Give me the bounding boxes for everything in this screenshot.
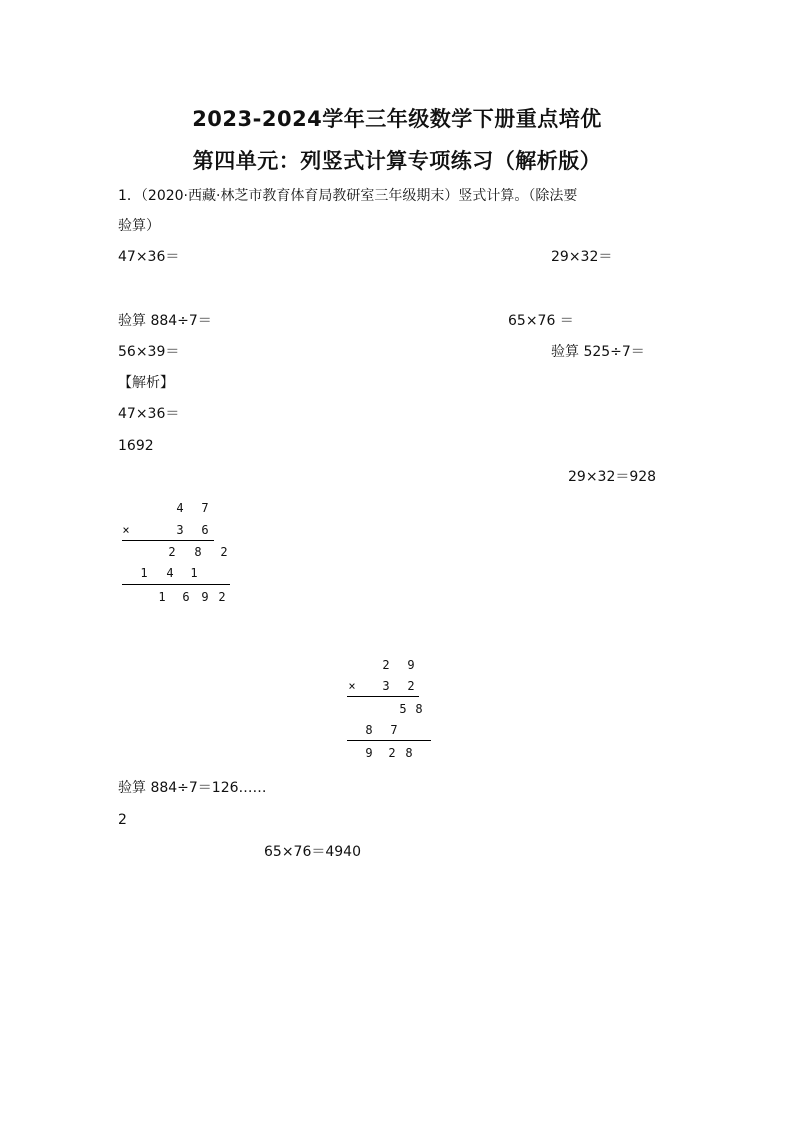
vc2-result-digit: 8 bbox=[405, 746, 413, 760]
vc1-partial2-digit: 4 bbox=[166, 566, 174, 580]
vc2-rule-2 bbox=[347, 740, 431, 741]
vc1-multiplier-digit: 3 bbox=[176, 523, 184, 537]
document-subtitle: 第四单元：列竖式计算专项练习（解析版） bbox=[192, 149, 602, 173]
question-item-c: 验算 884÷7＝ bbox=[118, 313, 212, 329]
question-item-d: 65×76 ＝ bbox=[508, 313, 574, 329]
vc2-partial1-digit: 8 bbox=[415, 702, 423, 716]
vc1-partial1-digit: 2 bbox=[168, 545, 176, 559]
vc1-result-digit: 2 bbox=[218, 590, 226, 604]
vc2-partial1-digit: 5 bbox=[399, 702, 407, 716]
vc1-result-digit: 9 bbox=[201, 590, 209, 604]
question-item-e: 56×39＝ bbox=[118, 344, 180, 360]
vc1-rule-1 bbox=[122, 540, 214, 541]
vc2-top-digit: 9 bbox=[407, 658, 415, 672]
vertical-calculation-29x32 bbox=[344, 655, 444, 765]
vc2-top-digit: 2 bbox=[382, 658, 390, 672]
vc1-partial1-digit: 2 bbox=[220, 545, 228, 559]
vc2-partial2-digit: 8 bbox=[365, 723, 373, 737]
vc2-result-digit: 9 bbox=[365, 746, 373, 760]
question-item-b: 29×32＝ bbox=[551, 249, 613, 265]
vertical-calculation-47x36 bbox=[118, 498, 238, 608]
solution-d-answer: 65×76＝4940 bbox=[264, 844, 361, 860]
solution-b-answer: 29×32＝928 bbox=[568, 469, 657, 485]
vc1-result-digit: 6 bbox=[182, 590, 190, 604]
vc1-result-digit: 1 bbox=[158, 590, 166, 604]
solution-a-result: 1692 bbox=[118, 438, 154, 454]
question-item-a: 47×36＝ bbox=[118, 249, 180, 265]
solution-c-remainder: 2 bbox=[118, 812, 127, 828]
solution-header: 【解析】 bbox=[118, 375, 174, 391]
vc1-top-digit: 4 bbox=[176, 501, 184, 515]
solution-c-answer: 验算 884÷7＝126…… bbox=[118, 780, 267, 796]
vc1-partial2-digit: 1 bbox=[190, 566, 198, 580]
vc1-multiplier-digit: 6 bbox=[201, 523, 209, 537]
vc1-top-digit: 7 bbox=[201, 501, 209, 515]
vc2-partial2-digit: 7 bbox=[390, 723, 398, 737]
vc2-rule-1 bbox=[347, 696, 419, 697]
question-text-line2: 验算） bbox=[118, 218, 160, 234]
question-text-line1: 1．（2020·西藏·林芝市教育体育局教研室三年级期末）竖式计算。（除法要 bbox=[118, 188, 578, 204]
document-title: 2023-2024学年三年级数学下册重点培优 bbox=[192, 107, 602, 131]
question-item-f: 验算 525÷7＝ bbox=[551, 344, 645, 360]
vc1-partial1-digit: 8 bbox=[194, 545, 202, 559]
vc1-rule-2 bbox=[122, 584, 230, 585]
vc2-multiplier-digit: 2 bbox=[407, 679, 415, 693]
vc2-times-sign: × bbox=[348, 679, 356, 693]
vc2-result-digit: 2 bbox=[388, 746, 396, 760]
solution-a-expression: 47×36＝ bbox=[118, 406, 180, 422]
vc1-partial2-digit: 1 bbox=[140, 566, 148, 580]
vc2-multiplier-digit: 3 bbox=[382, 679, 390, 693]
vc1-times-sign: × bbox=[122, 523, 130, 537]
